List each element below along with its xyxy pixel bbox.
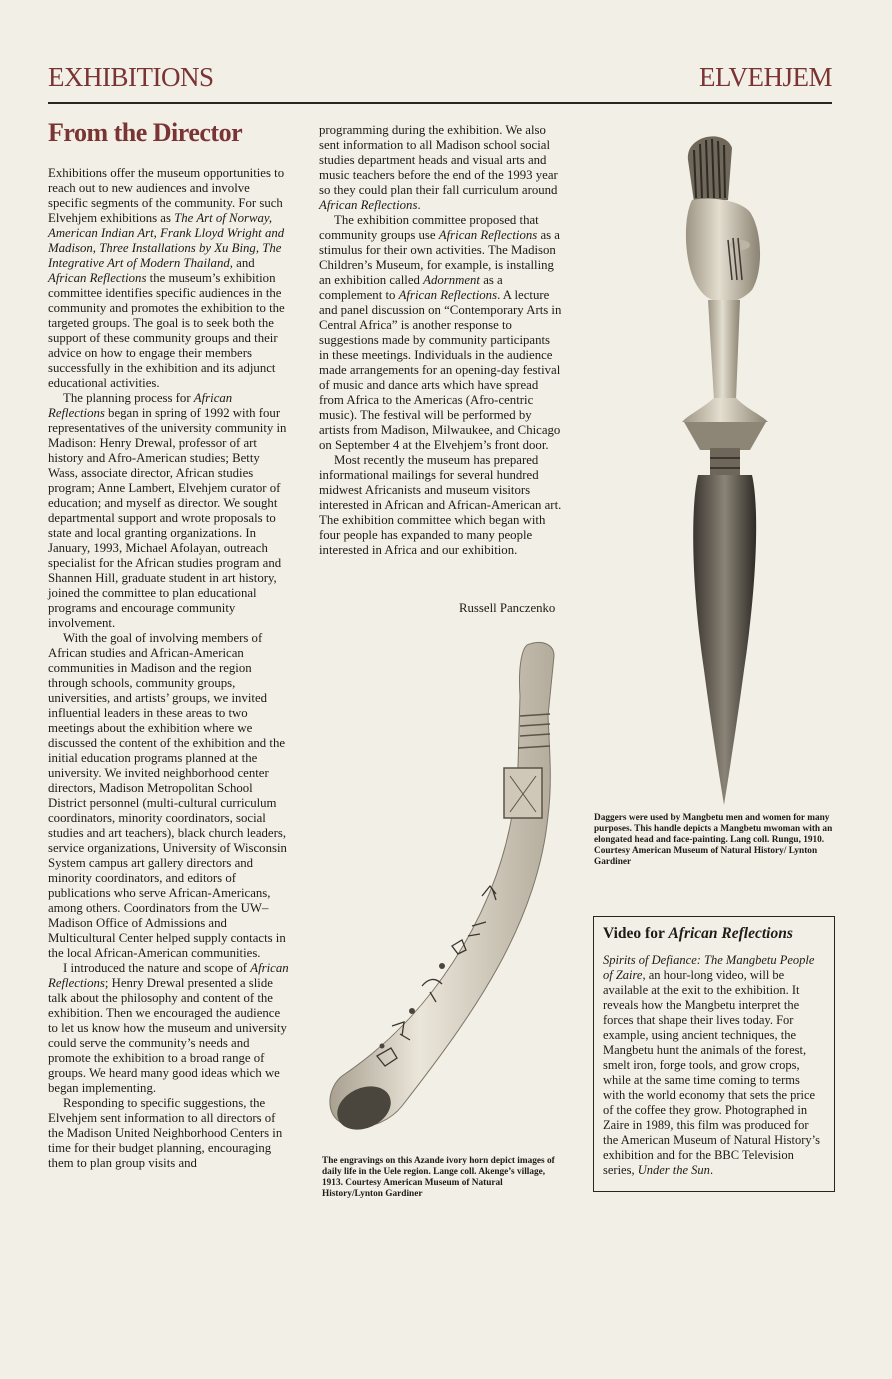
italic-text: African Reflections [48, 961, 289, 990]
paragraph [48, 166, 292, 391]
video-title-prefix: Video for [603, 925, 669, 942]
paragraph [48, 1096, 292, 1171]
text-run: With the goal of involving members of African studies and African-American communities in Madison and the region through schools, community groups, universities, and artists’ groups, we invited influential leaders in these areas to two meetings about the exhibition where we discussed the content of the exhibition and the initial education programs planned at the university. We invited neighborhood center directors, Madison Metropolitan School District personnel (multi-cultural curriculum coordinators, minority coordinators, social studies and art teachers), black church leaders, service organizations, University of Wisconsin System campus art gallery directors and minority coordinators, and editors of publications who serve African-Americans, among others. Coordinators from the UW–Madison Office of Admissions and Multicultural Center helped supply contacts in the local African-American communities. [48, 631, 287, 960]
text-run: as a complement to [319, 273, 503, 302]
text-run: the museum’s exhibition committee identifies specific audiences in the community and promotes the exhibition to the targeted groups. The goal is to seek both the support of these community groups and their advice on how to engage their members successfully in the exhibition and its adjunct educational activities. [48, 271, 285, 390]
text-run: Most recently the museum has prepared informational mailings for several hundred midwest Africanists and museum visitors interested in African and African-American art. The exhibition committee which began with four people has expanded to many people interested in Africa and our exhibition. [319, 453, 562, 557]
italic-text: African Reflections [398, 288, 498, 302]
article-column-2 [319, 123, 563, 558]
paragraph [48, 961, 292, 1096]
text-run: The exhibition committee proposed that community groups use [319, 213, 539, 242]
paragraph [319, 453, 563, 558]
italic-text: African Reflections [319, 198, 418, 212]
text-run: Exhibitions offer the museum opportunities to reach out to new audiences and involve specific segments of the community. For such Elvehjem exhibitions as [48, 166, 285, 225]
italic-text: The Art of Norway, American Indian Art, Frank Lloyd Wright and Madison, Three Installations by Xu Bing, The Integrative Art of Modern Thailand, [48, 211, 285, 270]
video-title [603, 925, 825, 943]
text-run: programming during the exhibition. We also sent information to all Madison school social studies department heads and visual arts and music teachers before the end of the 1993 year so they could plan their fall curriculum around [319, 123, 558, 197]
paragraph [319, 123, 563, 213]
author-signature: Russell Panczenko [459, 601, 556, 615]
ivory-horn-image [322, 636, 567, 1156]
video-sidebar-box [593, 916, 835, 1192]
video-title-italic: African Reflections [668, 925, 793, 942]
horn-caption: The engravings on this Azande ivory horn depict images of daily life in the Uele region. Lange coll. Akenge’s village, 1913. Courtesy American Museum of Natural History/Lynton Gardiner [322, 1156, 555, 1199]
italic-text: Under the Sun [637, 1163, 710, 1177]
italic-text: African Reflections [48, 391, 233, 420]
section-header: EXHIBITIONS [48, 62, 214, 92]
header-rule [48, 102, 832, 104]
text-run: ; Henry Drewal presented a slide talk about the philosophy and content of the exhibition. Then we encouraged the audience to let us know how the museum and university could serve the community’s needs and promote the exhibition to a broad range of groups. We heard many good ideas which we began implementing. [48, 976, 287, 1095]
text-run: began in spring of 1992 with four representatives of the university community in Madison: Henry Drewal, professor of art history and Afro-American studies; Betty Wass, associate director, African studies program; Anne Lambert, Elvehjem curator of education; and myself as director. We sought departmental support and wrote proposals to state and local granting organizations. In January, 1993, Michael Afolayan, outreach specialist for the African studies program and Shannen Hill, graduate student in art history, joined the committee to plan educational programs and encourage community involvement. [48, 406, 287, 630]
italic-text: Adornment [423, 273, 480, 287]
dagger-caption: Daggers were used by Mangbetu men and women for many purposes. This handle depicts a Mangbetu mwoman with an elongated head and face-painting. Lang coll. Rungu, 1910. Courtesy American Museum of Natural History/ Lynton Gardiner [594, 813, 833, 867]
paragraph [319, 213, 563, 453]
text-run: . [709, 1163, 714, 1177]
masthead-name: ELVEHJEM [698, 62, 832, 92]
text-run: and [232, 256, 255, 270]
article-column-1 [48, 166, 292, 1171]
text-run: I introduced the nature and scope of [63, 961, 251, 975]
dagger-image [670, 130, 780, 810]
text-run: as a stimulus for their own activities. The Madison Children’s Museum, for example, is installing an exhibition called [319, 228, 560, 287]
article-title: From the Director [48, 118, 243, 147]
text-run: The planning process for [63, 391, 194, 405]
italic-text: African Reflections [438, 228, 538, 242]
text-run: . [417, 198, 421, 212]
paragraph [48, 631, 292, 961]
paragraph [48, 391, 292, 631]
text-run: . A lecture and panel discussion on “Contemporary Arts in Central Africa” is another response to suggestions made by community participants in these meetings. Individuals in the audience made arrangements for an opening-day festival of music and dance arts which have spread from Africa to the Americas (Afro-centric music). The festival will be performed by artists from Madison, Milwaukee, and Chicago on September 4 at the Elvehjem’s front door. [319, 288, 562, 452]
video-description [603, 953, 825, 1178]
italic-text: Spirits of Defiance: The Mangbetu People of Zaire [603, 953, 815, 982]
italic-text: African Reflections [48, 271, 147, 285]
text-run: Responding to specific suggestions, the Elvehjem sent information to all directors of the Madison United Neighborhood Centers in time for their budget planning, encouraging them to plan group visits and [48, 1096, 283, 1170]
text-run: , an hour-long video, will be available at the exit to the exhibition. It reveals how the Mangbetu interpret the forces that shape their lives today. For example, using ancient techniques, the Mangbetu hunt the animals of the forest, smelt iron, forge tools, and grow crops, while at the same time coming to terms with the world economy that sets the price of the coffee they grow. Photographed in Zaire in 1989, this film was produced for the American Museum of Natural History’s exhibition and for the BBC Television series, [603, 968, 820, 1177]
